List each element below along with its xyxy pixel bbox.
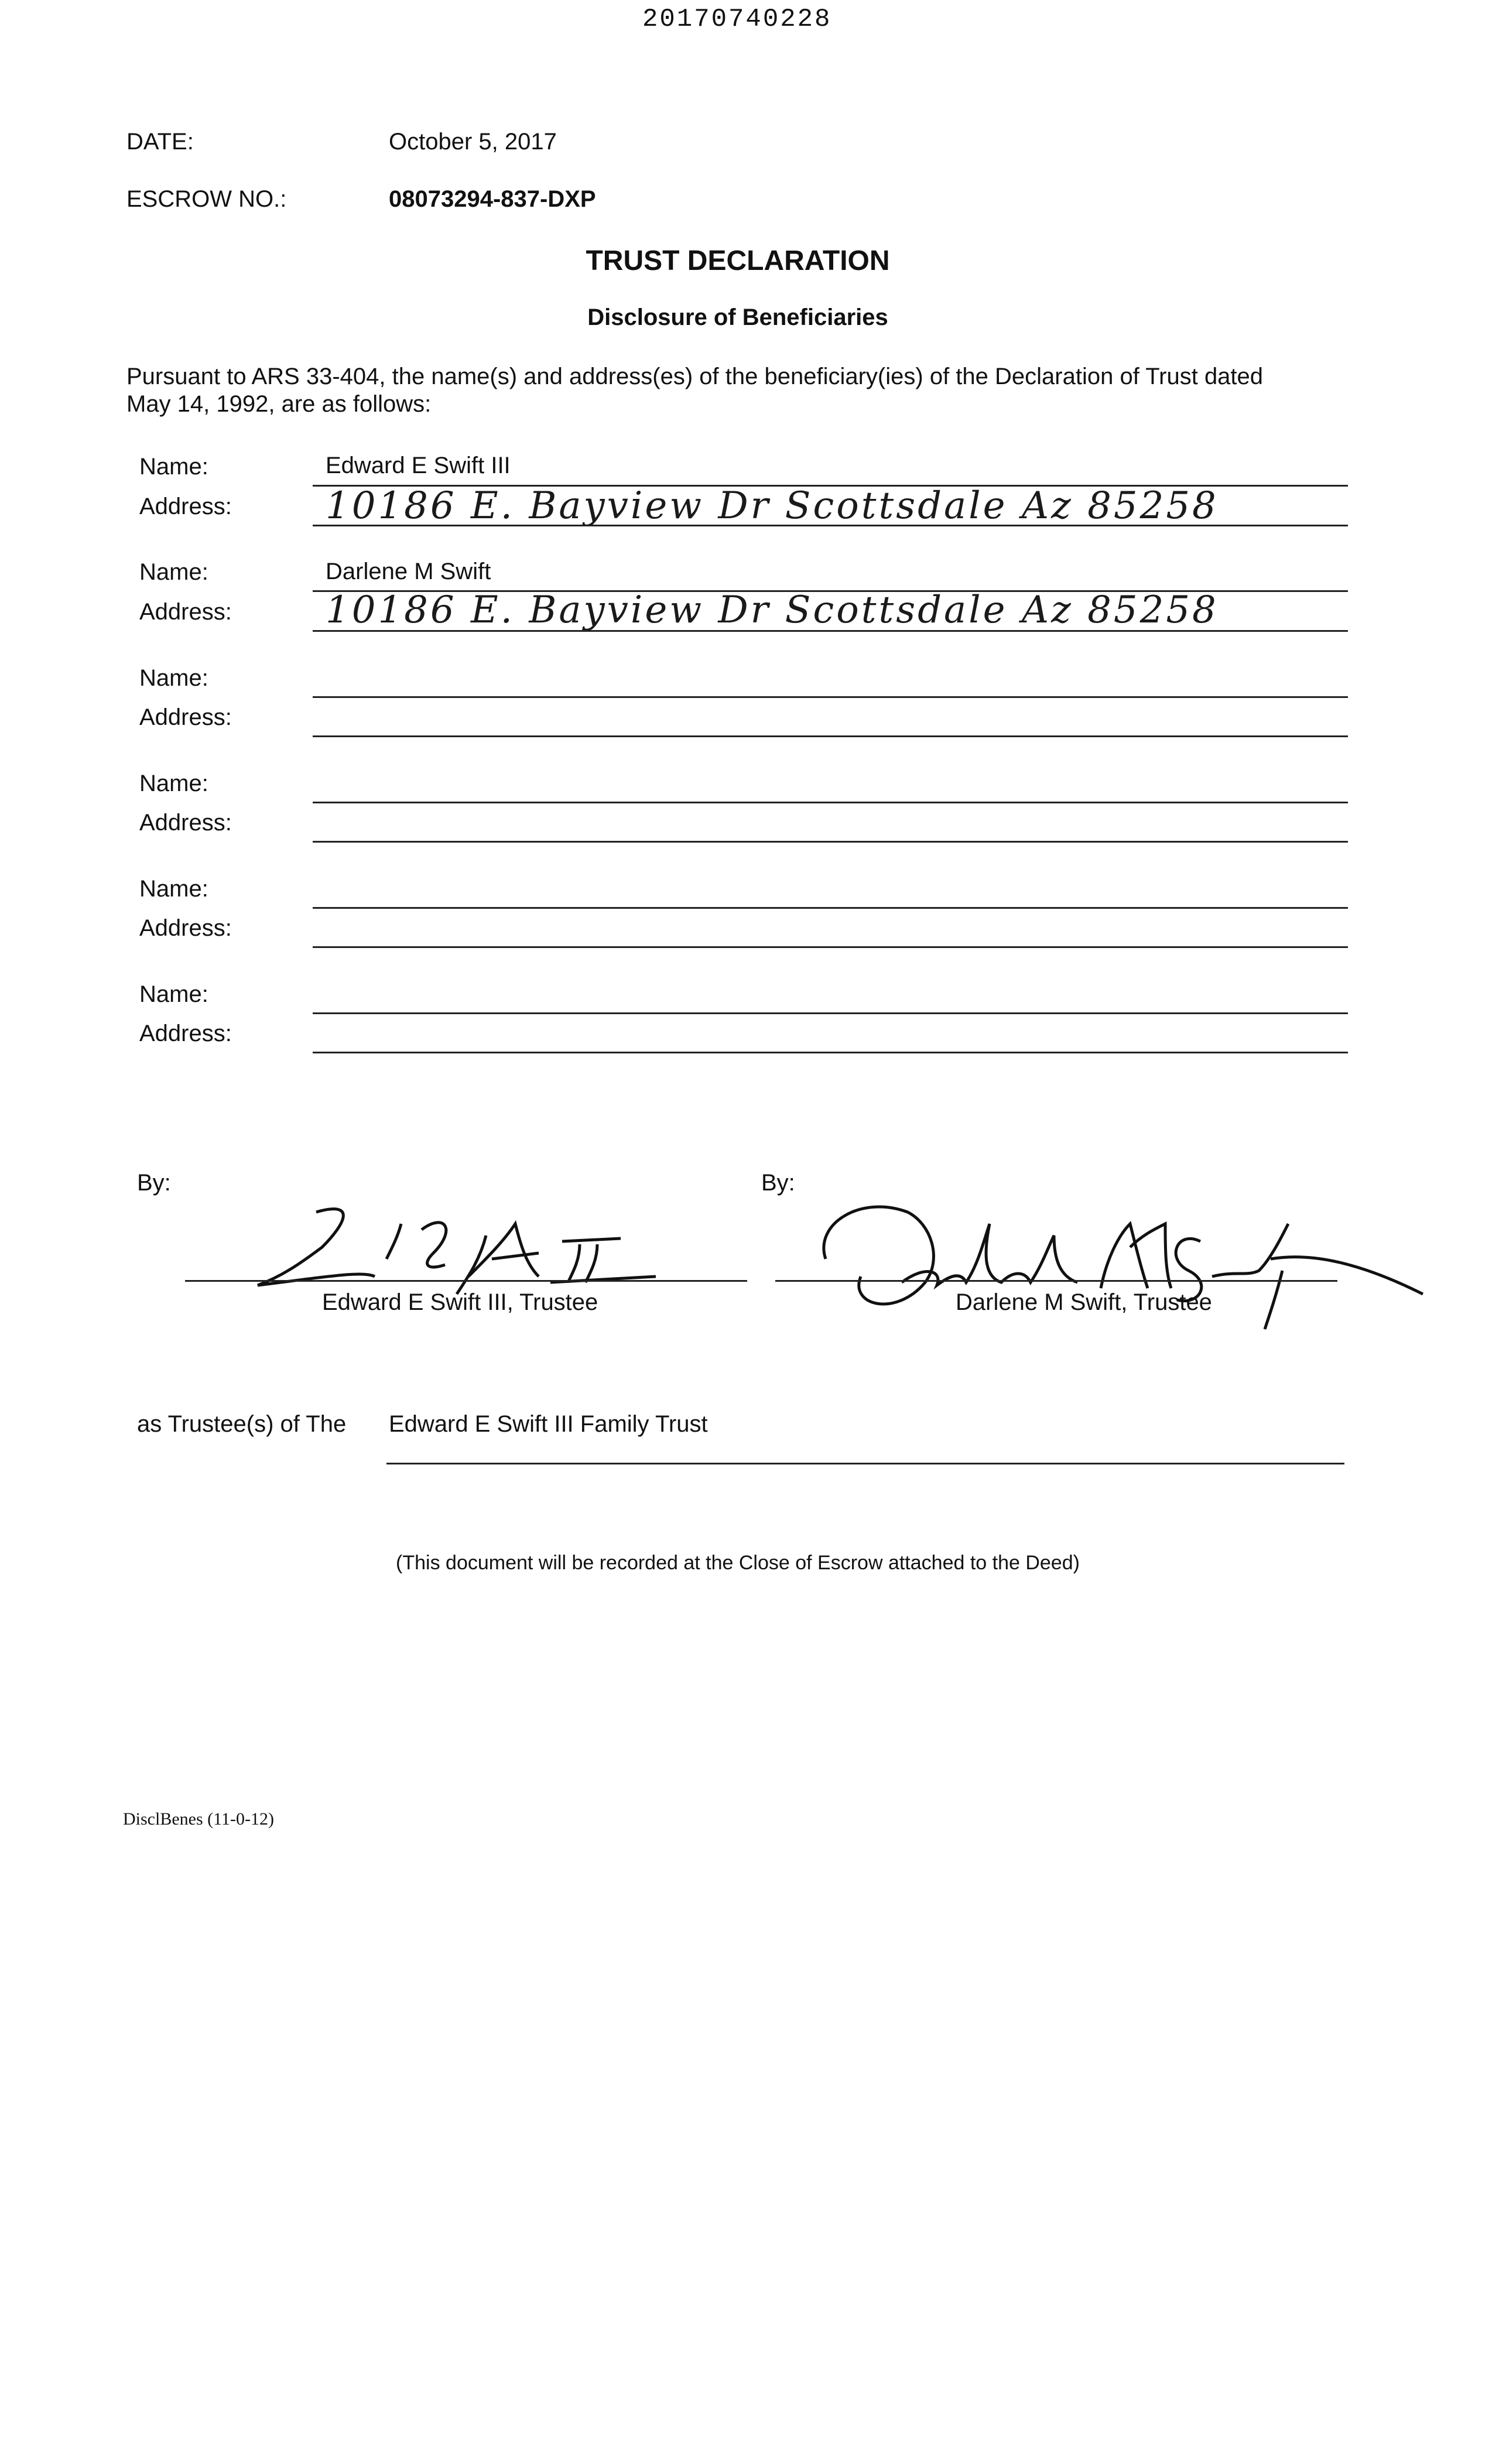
- name-label: Name:: [139, 665, 208, 691]
- name-label: Name:: [139, 981, 208, 1007]
- signature-right: [790, 1189, 1429, 1341]
- signature-caption-right: Darlene M Swift, Trustee: [956, 1289, 1212, 1315]
- recording-note: (This document will be recorded at the Close of Escrow attached to the Deed): [396, 1552, 1080, 1574]
- date-value: October 5, 2017: [389, 129, 557, 155]
- address-line: [313, 735, 1348, 737]
- recording-number: 20170740228: [642, 5, 832, 34]
- date-label: DATE:: [126, 129, 194, 155]
- beneficiary-2-name: Darlene M Swift: [326, 559, 491, 584]
- address-label: Address:: [139, 1021, 232, 1046]
- trust-name-line: [386, 1463, 1344, 1464]
- name-label: Name:: [139, 771, 208, 796]
- beneficiary-2-address: 10186 E. Bayview Dr Scottsdale Az 85258: [326, 588, 1219, 632]
- intro-line-2: May 14, 1992, are as follows:: [126, 391, 432, 417]
- document-subtitle: Disclosure of Beneficiaries: [587, 304, 888, 330]
- signature-line-right: [775, 1280, 1337, 1282]
- trustee-of-label: as Trustee(s) of The: [137, 1411, 347, 1437]
- intro-line-1: Pursuant to ARS 33-404, the name(s) and address(es) of the beneficiary(ies) of the Declaration of Trust dated: [126, 364, 1264, 389]
- signature-line-left: [185, 1280, 747, 1282]
- document-title: TRUST DECLARATION: [586, 245, 890, 276]
- address-label: Address:: [139, 599, 232, 625]
- name-line: [313, 907, 1348, 909]
- address-line: [313, 630, 1348, 632]
- address-line: [313, 946, 1348, 948]
- trust-name: Edward E Swift III Family Trust: [389, 1411, 708, 1437]
- address-line: [313, 1052, 1348, 1053]
- beneficiary-1-name: Edward E Swift III: [326, 453, 511, 478]
- name-label: Name:: [139, 876, 208, 902]
- escrow-number: 08073294-837-DXP: [389, 186, 596, 212]
- by-label-left: By:: [137, 1170, 171, 1196]
- name-line: [313, 696, 1348, 698]
- address-label: Address:: [139, 810, 232, 836]
- name-line: [313, 1012, 1348, 1014]
- name-label: Name:: [139, 454, 208, 480]
- address-label: Address:: [139, 915, 232, 941]
- name-label: Name:: [139, 559, 208, 585]
- escrow-label: ESCROW NO.:: [126, 186, 287, 212]
- name-line: [313, 802, 1348, 803]
- by-label-right: By:: [761, 1170, 795, 1196]
- beneficiary-1-address: 10186 E. Bayview Dr Scottsdale Az 85258: [326, 484, 1219, 528]
- address-label: Address:: [139, 704, 232, 730]
- signature-caption-left: Edward E Swift III, Trustee: [322, 1289, 598, 1315]
- form-code: DisclBenes (11-0-12): [123, 1809, 274, 1829]
- address-line: [313, 525, 1348, 526]
- address-label: Address:: [139, 494, 232, 519]
- address-line: [313, 841, 1348, 843]
